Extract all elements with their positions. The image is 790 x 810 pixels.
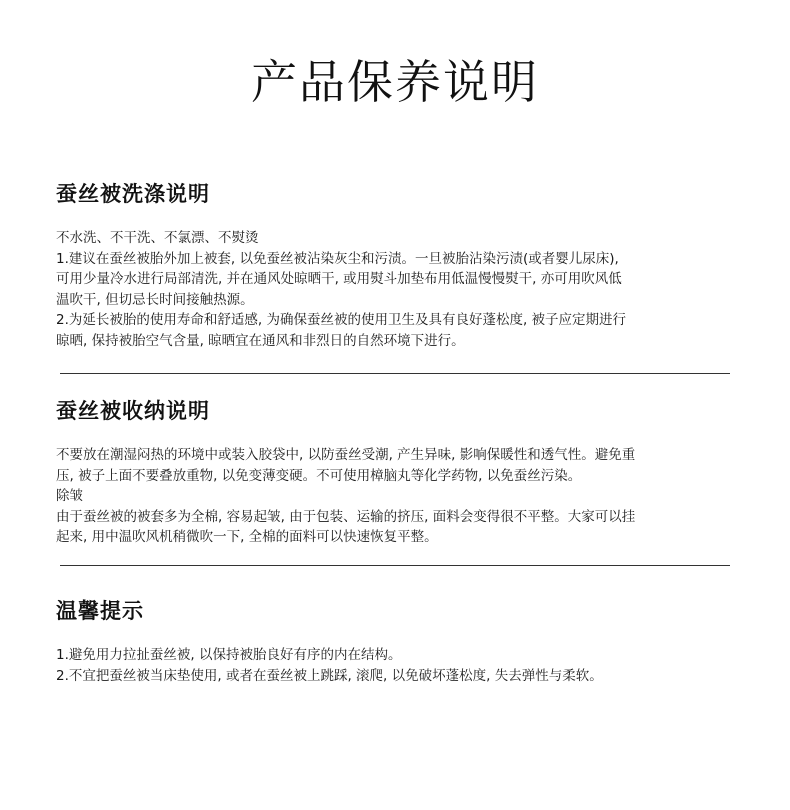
section-divider: [60, 373, 730, 374]
text-line: 1.建议在蚕丝被胎外加上被套, 以免蚕丝被沾染灰尘和污渍。一旦被胎沾染污渍(或者婴儿尿床),: [56, 250, 619, 267]
text-line: 压, 被子上面不要叠放重物, 以免变薄变硬。不可使用樟脑丸等化学药物, 以免蚕丝污染。: [56, 467, 582, 484]
text-line: 由于蚕丝被的被套多为全棉, 容易起皱, 由于包装、运输的挤压, 面料会变得很不平整。大家可以挂: [56, 508, 636, 525]
text-line: 2.不宜把蚕丝被当床垫使用, 或者在蚕丝被上跳踩, 滚爬, 以免破坏蓬松度, 失去弹性与柔软。: [56, 667, 603, 684]
washing-instructions-section: [56, 180, 736, 351]
storage-instructions-section: [56, 397, 736, 548]
section-heading-tips: 温馨提示: [56, 598, 144, 623]
text-line: 可用少量冷水进行局部清洗, 并在通风处晾晒干, 或用熨斗加垫布用低温慢慢熨干, 亦可用吹风低: [56, 271, 622, 287]
washing-instructions-body: [56, 228, 736, 351]
section-heading-washing: 蚕丝被洗涤说明: [56, 181, 210, 206]
text-line: 除皱: [56, 488, 83, 504]
text-line: 2.为延长被胎的使用寿命和舒适感, 为确保蚕丝被的使用卫生及具有良好蓬松度, 被子应定期进行: [56, 312, 627, 328]
text-line: 不水洗、不干洗、不氯漂、不熨烫: [56, 230, 259, 246]
text-line: 晾晒, 保持被胎空气含量, 晾晒宜在通风和非烈日的自然环境下进行。: [56, 332, 465, 349]
text-line: 起来, 用中温吹风机稍微吹一下, 全棉的面料可以快速恢复平整。: [56, 529, 438, 545]
section-heading-storage: 蚕丝被收纳说明: [56, 398, 210, 423]
text-line: 不要放在潮湿闷热的环境中或装入胶袋中, 以防蚕丝受潮, 产生异味, 影响保暖性和透气性。避免重: [56, 447, 636, 463]
storage-instructions-body: [56, 445, 736, 548]
tips-body: [56, 645, 736, 686]
tips-section: [56, 597, 736, 686]
text-line: 1.避免用力拉扯蚕丝被, 以保持被胎良好有序的内在结构。: [56, 647, 402, 663]
section-divider: [60, 565, 730, 566]
page-title: 产品保养说明: [251, 55, 539, 109]
text-line: 温吹干, 但切忌长时间接触热源。: [56, 291, 254, 308]
